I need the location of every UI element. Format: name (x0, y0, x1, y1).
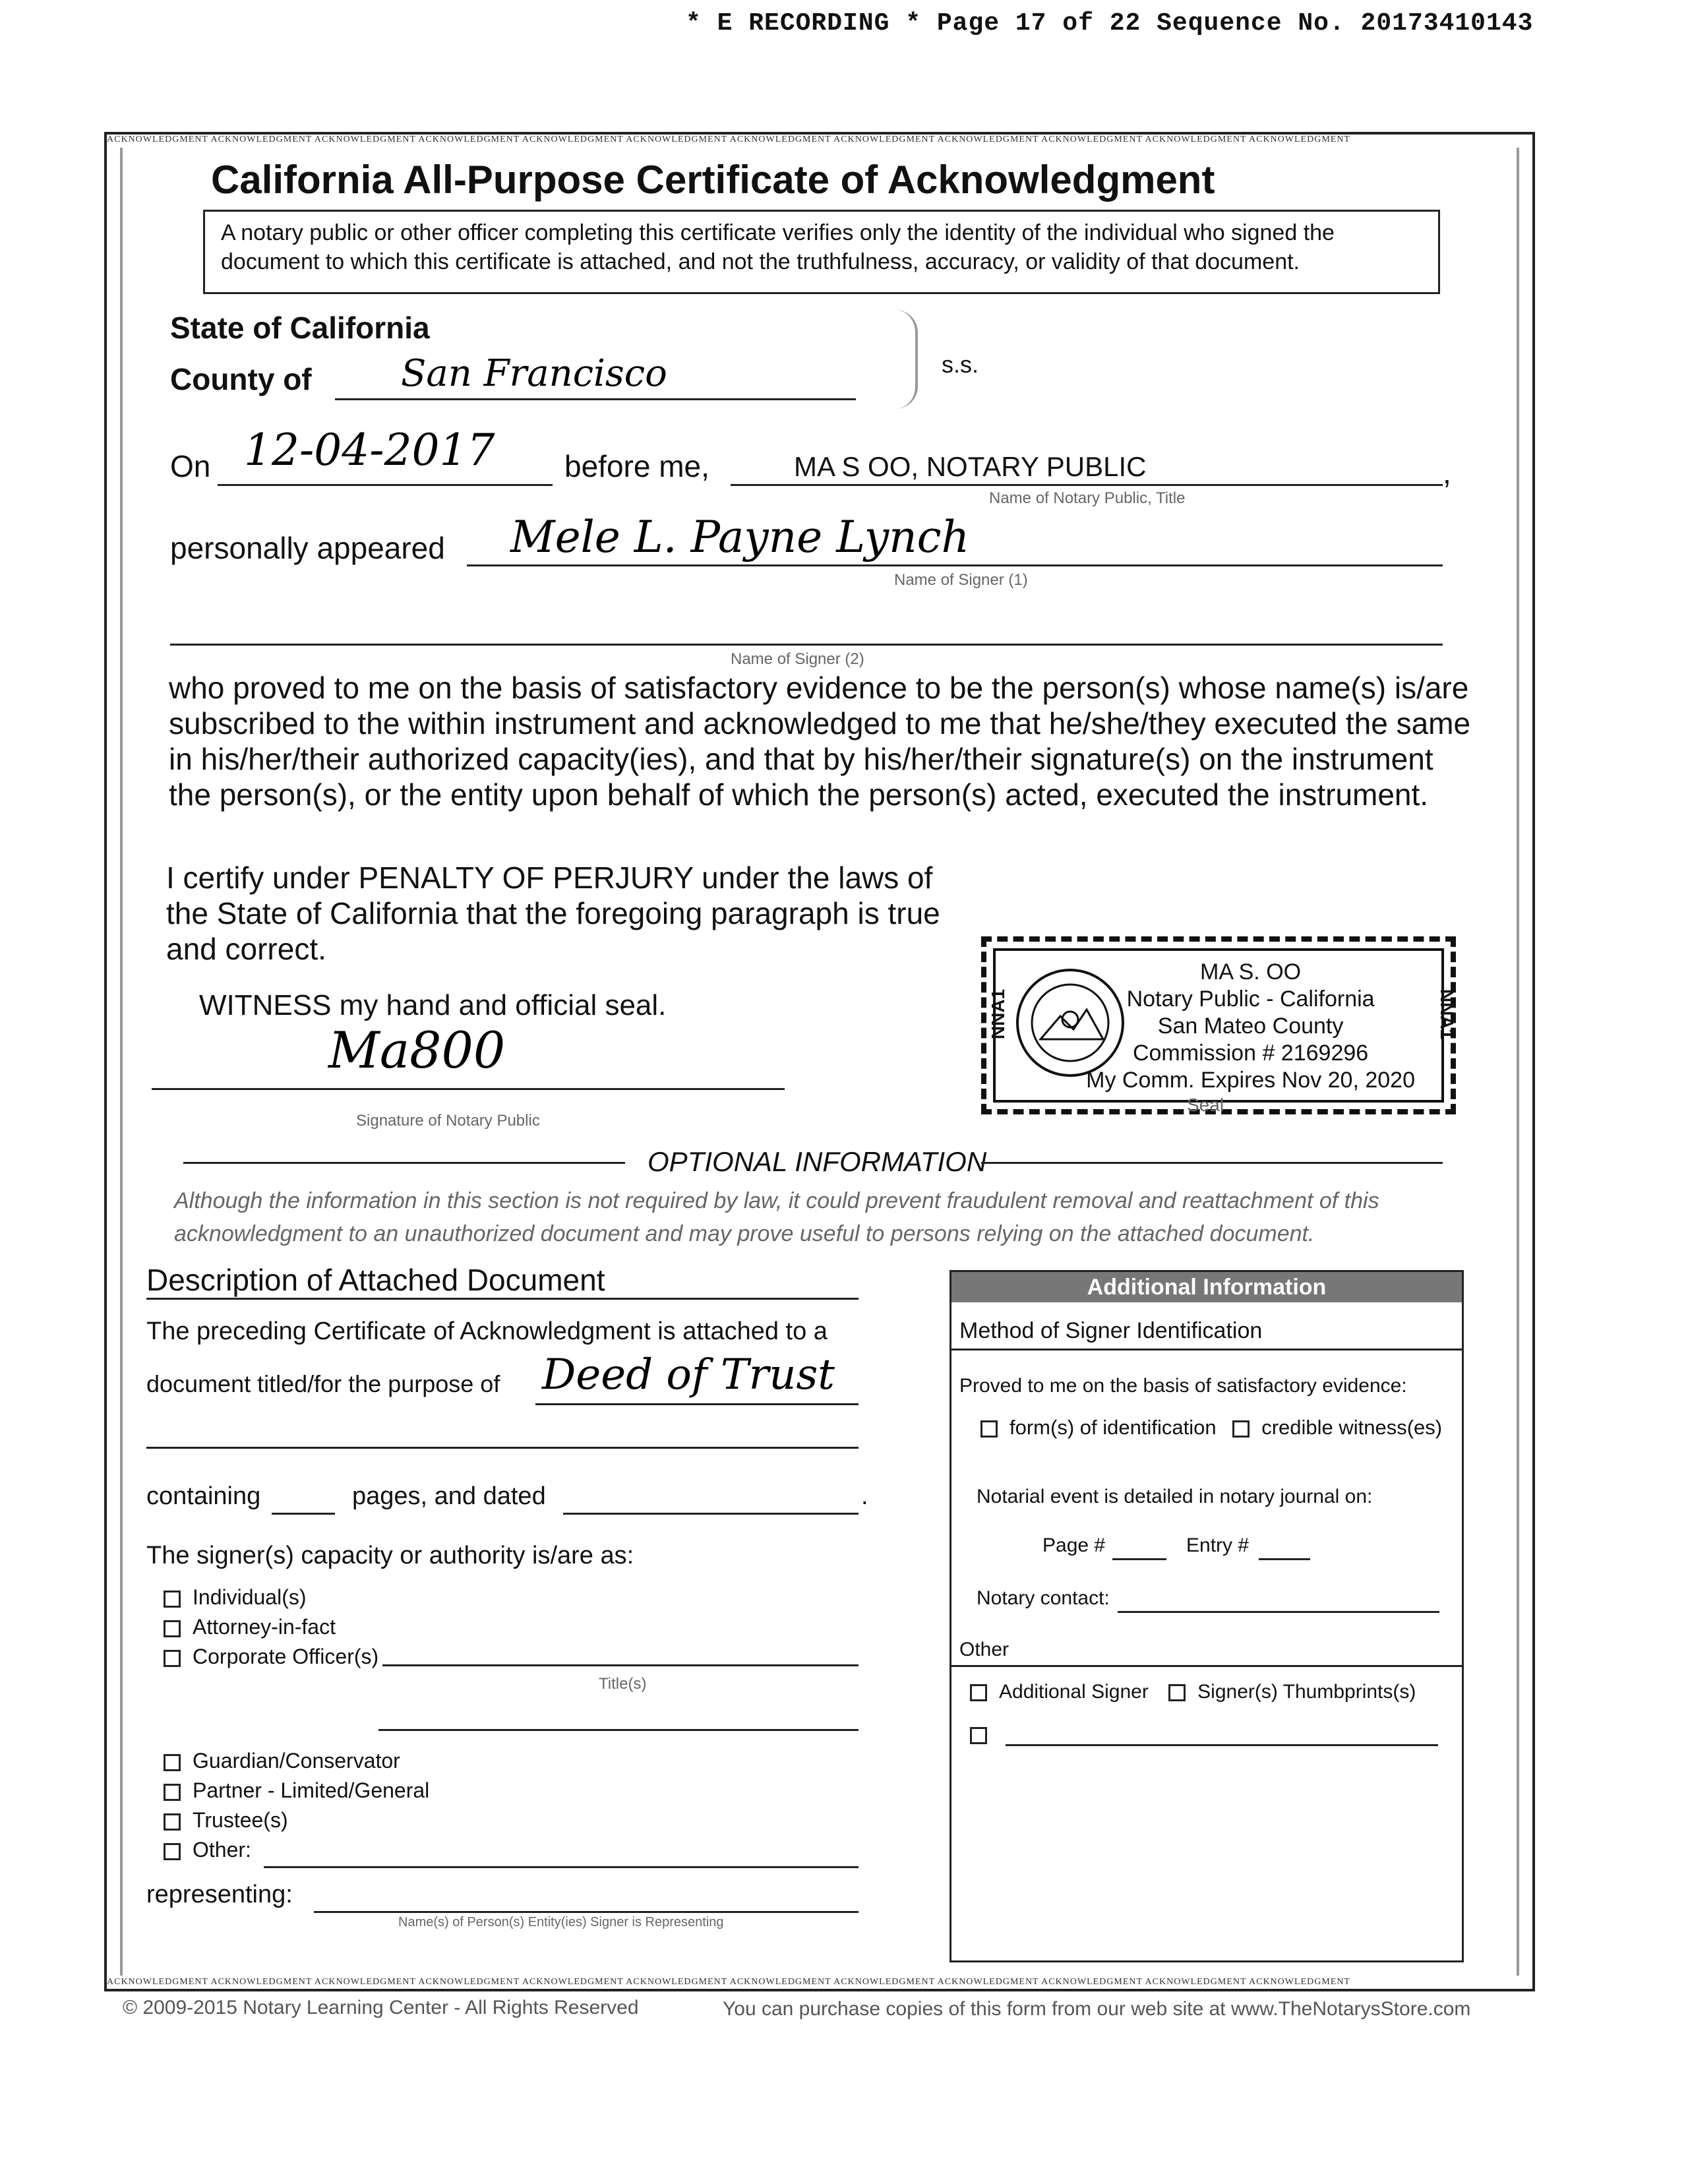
doc-title-field[interactable] (535, 1350, 859, 1405)
checkbox[interactable] (1232, 1420, 1250, 1438)
contact-label: Notary contact: (977, 1587, 1110, 1609)
dated-field[interactable] (563, 1486, 859, 1515)
checkbox[interactable] (1168, 1684, 1186, 1701)
capacity-option[interactable]: Guardian/Conservator (164, 1746, 429, 1776)
additional-info-box (950, 1270, 1464, 1962)
county-value: San Francisco (401, 352, 667, 395)
border-right (1517, 148, 1519, 1976)
officer-title-field-2[interactable] (378, 1709, 859, 1731)
footer-purchase: You can purchase copies of this form from our web site at www.TheNotarysStore.com (723, 1998, 1471, 2020)
before-me-label: before me, (564, 449, 709, 483)
thumbprints-option[interactable]: Signer(s) Thumbprints(s) (1168, 1681, 1416, 1703)
signer1-value: Mele L. Payne Lynch (510, 512, 970, 562)
doc-title-field-2[interactable] (146, 1419, 859, 1449)
other-rule (951, 1665, 1462, 1667)
page-field[interactable] (1112, 1536, 1166, 1560)
pages-field[interactable] (272, 1486, 335, 1515)
desc-line2: document titled/for the purpose of (146, 1370, 500, 1397)
seal-text (1086, 959, 1415, 1094)
journal-label: Notarial event is detailed in notary journal on: (977, 1486, 1373, 1507)
recording-header: * E RECORDING * Page 17 of 22 Sequence No. 20173410143 (686, 9, 1534, 38)
capacity-heading: The signer(s) capacity or authority is/are as: (146, 1542, 634, 1569)
seal-line: MA S. OO (1200, 959, 1302, 985)
period: . (861, 1482, 868, 1510)
notary-seal (981, 936, 1456, 1114)
checkbox[interactable] (164, 1591, 181, 1608)
desc-line1: The preceding Certificate of Acknowledgment is attached to a (146, 1318, 828, 1345)
checkbox[interactable] (970, 1727, 987, 1744)
appeared-label: personally appeared (170, 531, 445, 565)
capacity-list-1 (164, 1583, 378, 1672)
method-label: Method of Signer Identification (959, 1318, 1263, 1343)
date-field[interactable] (218, 425, 553, 486)
checkbox[interactable] (164, 1784, 181, 1801)
signer2-caption: Name of Signer (2) (731, 650, 864, 668)
perjury-paragraph: I certify under PENALTY OF PERJURY under the laws of the State of California that the foregoing paragraph is true and correct. (166, 861, 940, 966)
seal-line: Commission # 2169296 (1132, 1041, 1369, 1066)
county-label: County of (170, 362, 312, 396)
witness-option[interactable]: credible witness(es) (1232, 1416, 1442, 1439)
method-rule (951, 1349, 1462, 1350)
doc-title-value: Deed of Trust (542, 1350, 835, 1399)
notary-caption: Name of Notary Public, Title (989, 489, 1186, 507)
ss-label: s.s. (942, 351, 979, 378)
title-caption: Title(s) (599, 1675, 647, 1693)
seal-inner (988, 948, 1457, 1103)
checkbox[interactable] (164, 1620, 181, 1637)
checkbox[interactable] (970, 1684, 987, 1701)
signature-line (152, 1084, 785, 1090)
border-left (120, 148, 123, 1976)
representing-field[interactable] (314, 1887, 859, 1913)
capacity-option[interactable]: Corporate Officer(s) (164, 1642, 378, 1672)
checkbox[interactable] (164, 1754, 181, 1771)
representing-label: representing: (146, 1881, 293, 1908)
seal-caption: Seal (1187, 1095, 1224, 1115)
border-top: ACKNOWLEDGMENT ACKNOWLEDGMENT ACKNOWLEDGMENT ACKNOWLEDGMENT ACKNOWLEDGMENT ACKNOWLEDGMENT ACKNOWLEDGMENT ACKNOWLEDGMENT ACKNOWLEDGMENT ACKNOWLEDGMENT ACKNOWLEDGMENT ACKNOWLEDGMENT (107, 135, 1350, 144)
officer-title-field[interactable] (382, 1645, 859, 1666)
checkbox[interactable] (164, 1650, 181, 1667)
capacity-option[interactable]: Trustee(s) (164, 1805, 429, 1835)
page-label: Page # (1042, 1534, 1106, 1556)
contact-field[interactable] (1118, 1589, 1439, 1613)
representing-caption: Name(s) of Person(s) Entity(ies) Signer is Representing (398, 1915, 724, 1929)
evidence-options (980, 1416, 1442, 1440)
pages-dated-label: pages, and dated (352, 1482, 546, 1510)
comma: , (1443, 456, 1451, 490)
state-label: State of California (170, 311, 430, 345)
signer1-caption: Name of Signer (1) (894, 571, 1028, 589)
capacity-option[interactable]: Other: (164, 1835, 429, 1865)
signer1-field[interactable] (467, 512, 1443, 566)
signer2-field[interactable] (170, 613, 1443, 646)
proof-paragraph: who proved to me on the basis of satisfactory evidence to be the person(s) whose name(s) is/are subscribed to the within instrument and acknowledged to me that he/she/they executed the same in his/her/their authorized capacity(ies), and that by his/her/their signature(s) on the instrument the person(s), or the entity upon behalf of which the person(s) acted, executed the instrument. (169, 671, 1471, 812)
signature-caption: Signature of Notary Public (356, 1112, 540, 1130)
optional-note: Although the information in this section is not required by law, it could prevent fraudulent removal and reattachment of this acknowledgment to an unauthorized document and may prove useful to persons relying on the attached document. (174, 1188, 1379, 1246)
containing-label: containing (146, 1482, 261, 1510)
desc-heading: Description of Attached Document (146, 1263, 605, 1297)
additional-heading: Additional Information (951, 1272, 1462, 1302)
county-field[interactable] (335, 352, 856, 400)
witness-text: WITNESS my hand and official seal. (199, 989, 667, 1021)
disclaimer-box: A notary public or other officer completing this certificate verifies only the identity of the individual who signed the document to which this certificate is attached, and not the truthfulness, accuracy, or validity of that document. (203, 210, 1440, 294)
notary-signature: Ma800 (328, 1021, 506, 1079)
optional-rule-right (981, 1162, 1443, 1164)
seal-line: Notary Public - California (1126, 986, 1375, 1012)
seal-line: My Comm. Expires Nov 20, 2020 (1086, 1068, 1415, 1093)
other-label: Other (959, 1639, 1010, 1660)
bracket (895, 310, 918, 409)
notary-field[interactable] (731, 451, 1443, 486)
proved-label: Proved to me on the basis of satisfactory evidence: (959, 1375, 1407, 1397)
on-label: On (170, 449, 211, 483)
other-info-field[interactable] (1006, 1722, 1438, 1746)
other-options (970, 1681, 1416, 1703)
optional-heading: OPTIONAL INFORMATION (648, 1146, 987, 1177)
page-title: California All-Purpose Certificate of Acknowledgment (211, 158, 1215, 202)
capacity-option[interactable]: Individual(s) (164, 1583, 378, 1612)
additional-signer-option[interactable]: Additional Signer (970, 1681, 1149, 1703)
checkbox[interactable] (164, 1843, 181, 1860)
capacity-option[interactable]: Attorney-in-fact (164, 1612, 378, 1642)
forms-option[interactable]: form(s) of identification (980, 1416, 1217, 1439)
optional-rule-left (183, 1162, 625, 1164)
other-checkbox-row[interactable] (970, 1727, 999, 1744)
seal-side-left: NNA1 (988, 988, 1009, 1040)
entry-label: Entry # (1186, 1534, 1250, 1556)
checkbox[interactable] (980, 1420, 998, 1438)
other-field[interactable] (264, 1846, 859, 1868)
entry-field[interactable] (1259, 1536, 1310, 1560)
capacity-option[interactable]: Partner - Limited/General (164, 1776, 429, 1805)
seal-side-right: NNA1 (1436, 988, 1457, 1040)
notary-value: MA S OO, NOTARY PUBLIC (794, 451, 1147, 482)
border-bottom: ACKNOWLEDGMENT ACKNOWLEDGMENT ACKNOWLEDGMENT ACKNOWLEDGMENT ACKNOWLEDGMENT ACKNOWLEDGMENT ACKNOWLEDGMENT ACKNOWLEDGMENT ACKNOWLEDGMENT ACKNOWLEDGMENT ACKNOWLEDGMENT ACKNOWLEDGMENT (107, 1977, 1350, 1987)
seal-line: San Mateo County (1157, 1014, 1344, 1039)
desc-heading-rule (146, 1298, 859, 1300)
date-value: 12-04-2017 (244, 425, 495, 475)
footer-copyright: © 2009-2015 Notary Learning Center - All Rights Reserved (123, 1997, 639, 2018)
checkbox[interactable] (164, 1813, 181, 1831)
